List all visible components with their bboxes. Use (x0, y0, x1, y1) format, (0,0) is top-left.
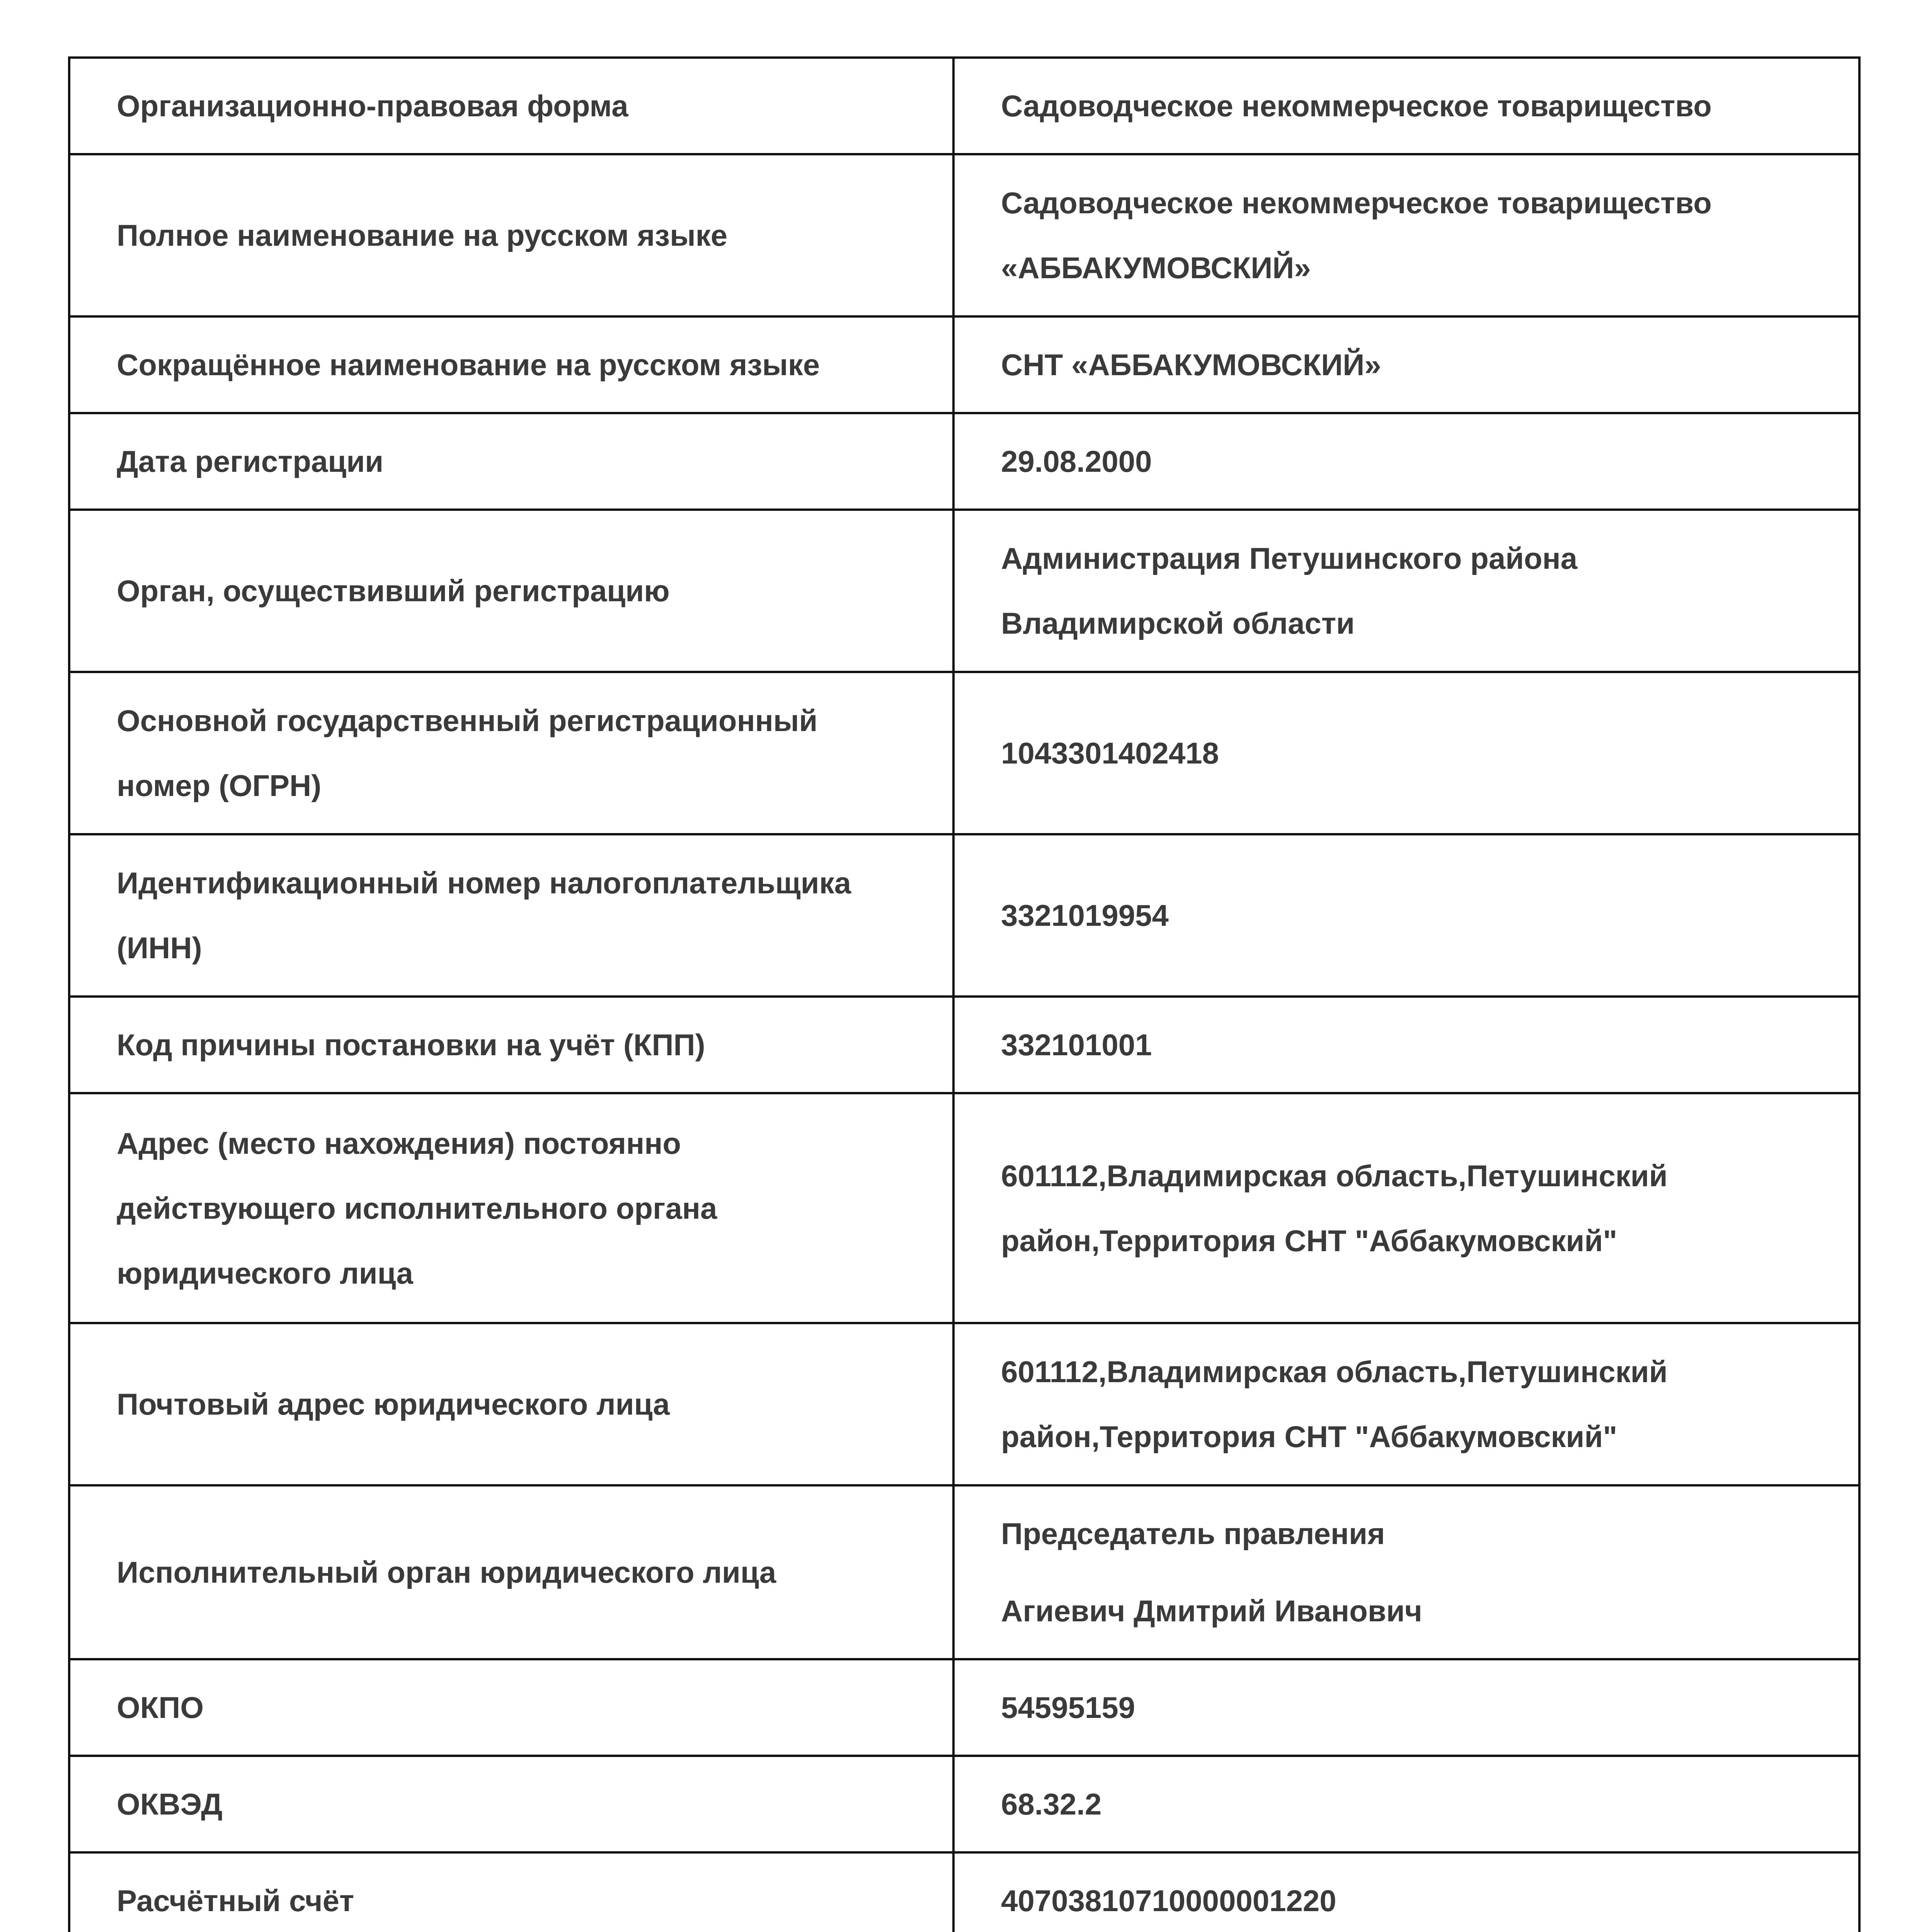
field-label: Код причины постановки на учёт (КПП) (117, 1028, 705, 1062)
table-value-cell (955, 59, 1858, 155)
field-label: номер (ОГРН) (117, 769, 322, 803)
table-value-cell (955, 673, 1858, 835)
requisites-table (68, 56, 1861, 1932)
field-value: Владимирской области (1001, 606, 1355, 640)
field-label: Идентификационный номер налогоплательщика (117, 866, 851, 900)
field-value: 601112,Владимирская область,Петушинский (1001, 1158, 1668, 1193)
table-label-cell (70, 318, 955, 414)
field-label: юридического лица (117, 1256, 413, 1290)
field-label: Сокращённое наименование на русском языке (117, 348, 820, 382)
field-label: Дата регистрации (117, 444, 384, 478)
field-label: ОКВЭД (117, 1787, 223, 1821)
table-label-cell (70, 155, 955, 318)
field-label: действующего исполнительного органа (117, 1191, 717, 1225)
table-label-cell (70, 673, 955, 835)
table-value-cell (955, 414, 1858, 511)
table-value-cell (955, 155, 1858, 318)
table-label-cell (70, 1757, 955, 1854)
field-label: (ИНН) (117, 931, 202, 965)
field-value: Агиевич Дмитрий Иванович (1001, 1594, 1422, 1628)
field-value: Садоводческое некоммерческое товарищество (1001, 89, 1712, 123)
table-label-cell (70, 1854, 955, 1932)
table-value-cell (955, 998, 1858, 1094)
field-value: 1043301402418 (1001, 736, 1219, 770)
field-label: Почтовый адрес юридического лица (117, 1387, 670, 1421)
field-value: 332101001 (1001, 1028, 1152, 1062)
table-label-cell (70, 59, 955, 155)
field-label: Орган, осуществивший регистрацию (117, 574, 670, 608)
field-value: 68.32.2 (1001, 1787, 1102, 1821)
field-value: Администрация Петушинского района (1001, 541, 1578, 575)
table-label-cell (70, 414, 955, 511)
table-label-cell (70, 998, 955, 1094)
table-value-cell (955, 1094, 1858, 1324)
table-label-cell (70, 1094, 955, 1324)
table-label-cell (70, 1486, 955, 1660)
field-value: 3321019954 (1001, 898, 1169, 932)
table-value-cell (955, 835, 1858, 998)
field-value: 40703810710000001220 (1001, 1884, 1336, 1918)
table-value-cell (955, 1854, 1858, 1932)
table-value-cell (955, 1757, 1858, 1854)
field-label: Исполнительный орган юридического лица (117, 1555, 776, 1589)
field-value: Садоводческое некоммерческое товарищество (1001, 186, 1712, 220)
field-label: Расчётный счёт (117, 1884, 354, 1918)
table-label-cell (70, 835, 955, 998)
table-value-cell (955, 511, 1858, 673)
field-value: 29.08.2000 (1001, 444, 1152, 478)
table-value-cell (955, 318, 1858, 414)
table-value-cell (955, 1660, 1858, 1757)
table-label-cell (70, 1660, 955, 1757)
table-value-cell (955, 1486, 1858, 1660)
field-label: ОКПО (117, 1690, 204, 1725)
field-value: СНТ «АББАКУМОВСКИЙ» (1001, 348, 1381, 382)
field-label: Основной государственный регистрационный (117, 704, 818, 738)
table-label-cell (70, 1324, 955, 1486)
table-label-cell (70, 511, 955, 673)
field-value: 601112,Владимирская область,Петушинский (1001, 1355, 1668, 1389)
field-value: район,Территория СНТ "Аббакумовский" (1001, 1420, 1617, 1454)
field-label: Полное наименование на русском языке (117, 218, 728, 252)
field-value: район,Территория СНТ "Аббакумовский" (1001, 1223, 1617, 1258)
field-value: 54595159 (1001, 1690, 1136, 1725)
field-value: Председатель правления (1001, 1517, 1385, 1551)
table-value-cell (955, 1324, 1858, 1486)
field-label: Организационно-правовая форма (117, 89, 628, 123)
field-label: Адрес (место нахождения) постоянно (117, 1126, 681, 1160)
field-value: «АББАКУМОВСКИЙ» (1001, 251, 1311, 285)
